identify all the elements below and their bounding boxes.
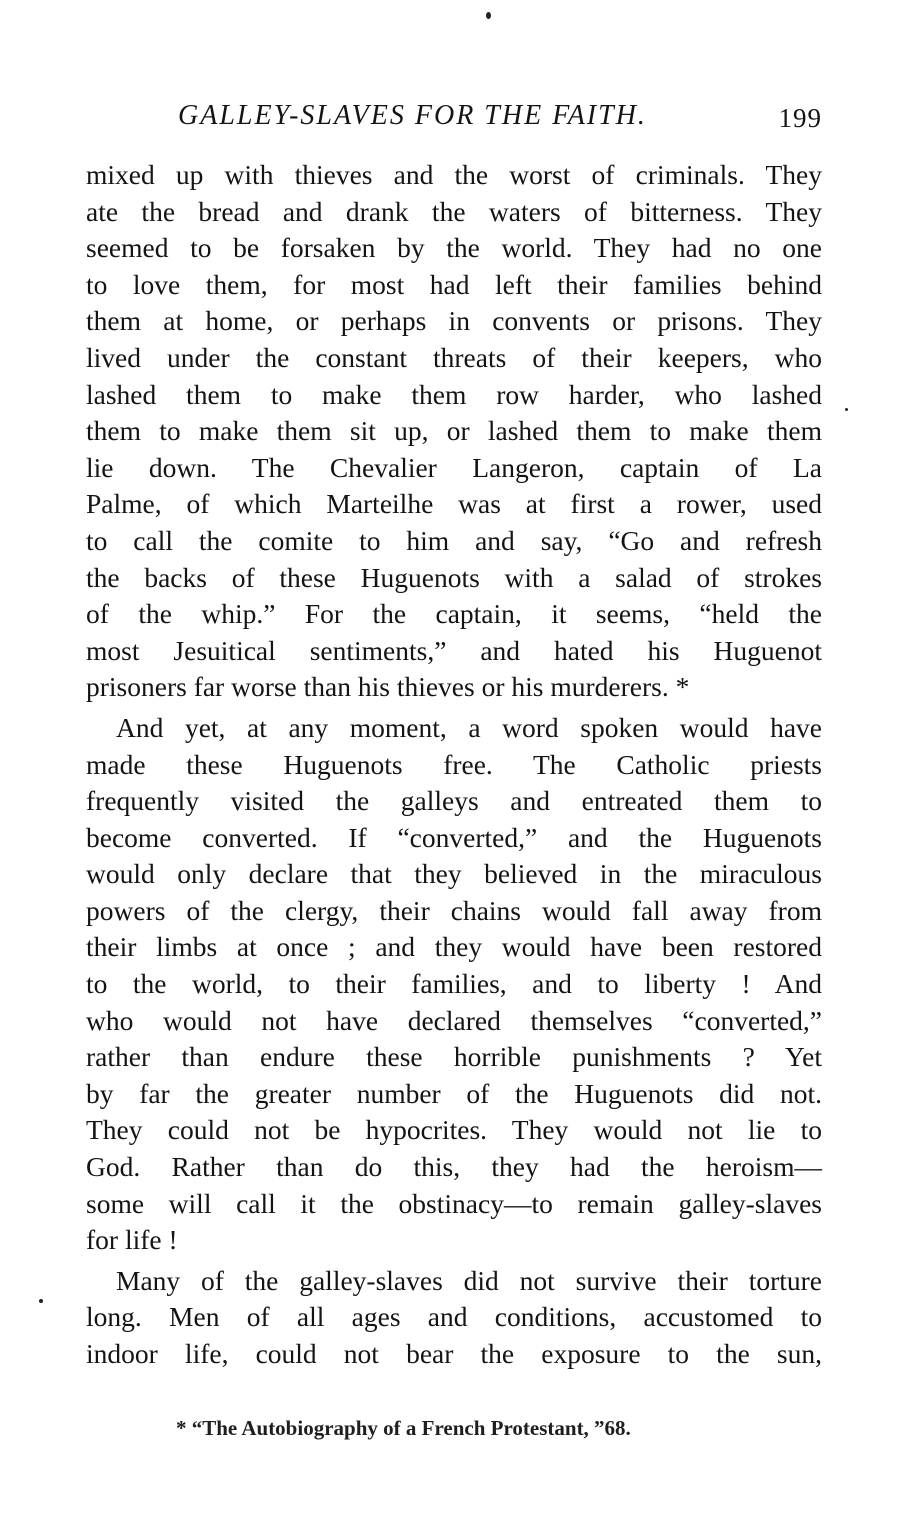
text-line: mixed up with thieves and the worst of criminals. They [86,159,822,190]
text-line: frequently visited the galleys and entreated them to [86,785,822,817]
text-line: lie down. The Chevalier Langeron, captain of La [86,451,822,483]
text-line: their limbs at once ; and they would have been restored [86,931,822,963]
text-line: most Jesuitical sentiments,” and hated his Huguenot [86,634,822,666]
text-line: become converted. If “converted,” and the Huguenots [86,821,822,853]
text-line: of the whip.” For the captain, it seems, “held the [86,598,822,630]
text-line: them at home, or perhaps in convents or prisons. They [86,305,822,337]
text-line: Palme, of which Marteilhe was at first a rower, used [86,488,822,520]
text-line: long. Men of all ages and conditions, accustomed to [86,1301,822,1333]
paragraph-first-line: And yet, at any moment, a word spoken would have [116,711,822,743]
text-line: who would not have declared themselves “converted,” [86,1004,822,1036]
text-line: by far the greater number of the Huguenots did not. [86,1077,822,1109]
text-line: lived under the constant threats of their keepers, who [86,341,822,373]
text-line: lashed them to make them row harder, who lashed [86,378,822,410]
running-header [86,96,822,136]
text-line: powers of the clergy, their chains would fall away from [86,894,822,926]
ink-speck [845,408,848,411]
paragraph-first-line: Many of the galley-slaves did not survive their torture [116,1264,822,1296]
text-line: to call the comite to him and say, “Go and refresh [86,524,822,556]
text-line: seemed to be forsaken by the world. They had no one [86,232,822,264]
ink-speck [486,12,491,19]
text-line: some will call it the obstinacy—to remain galley-slaves [86,1187,822,1219]
text-line: to love them, for most had left their families behind [86,268,822,300]
body-text [86,157,822,1373]
text-line: They could not be hypocrites. They would not lie to [86,1114,822,1146]
text-line: would only declare that they believed in the miraculous [86,858,822,890]
ink-speck [39,1299,43,1303]
text-line: made these Huguenots free. The Catholic priests [86,748,822,780]
footnote: * “The Autobiography of a French Protestant, ”68. [176,1416,631,1440]
text-line: them to make them sit up, or lashed them to make them [86,415,822,447]
text-line: to the world, to their families, and to liberty ! And [86,968,822,1000]
text-line: for life ! [86,1224,178,1256]
text-line: rather than endure these horrible punishments ? Yet [86,1041,822,1073]
text-line: God. Rather than do this, they had the heroism— [86,1151,822,1183]
text-line: indoor life, could not bear the exposure to the sun, [86,1338,822,1369]
text-line: ate the bread and drank the waters of bitterness. They [86,195,822,227]
page-number: 199 [778,103,822,133]
text-line: prisoners far worse than his thieves or his murderers. * [86,671,690,703]
running-title: GALLEY-SLAVES FOR THE FAITH. [178,100,647,131]
text-line: the backs of these Huguenots with a salad of strokes [86,561,822,593]
